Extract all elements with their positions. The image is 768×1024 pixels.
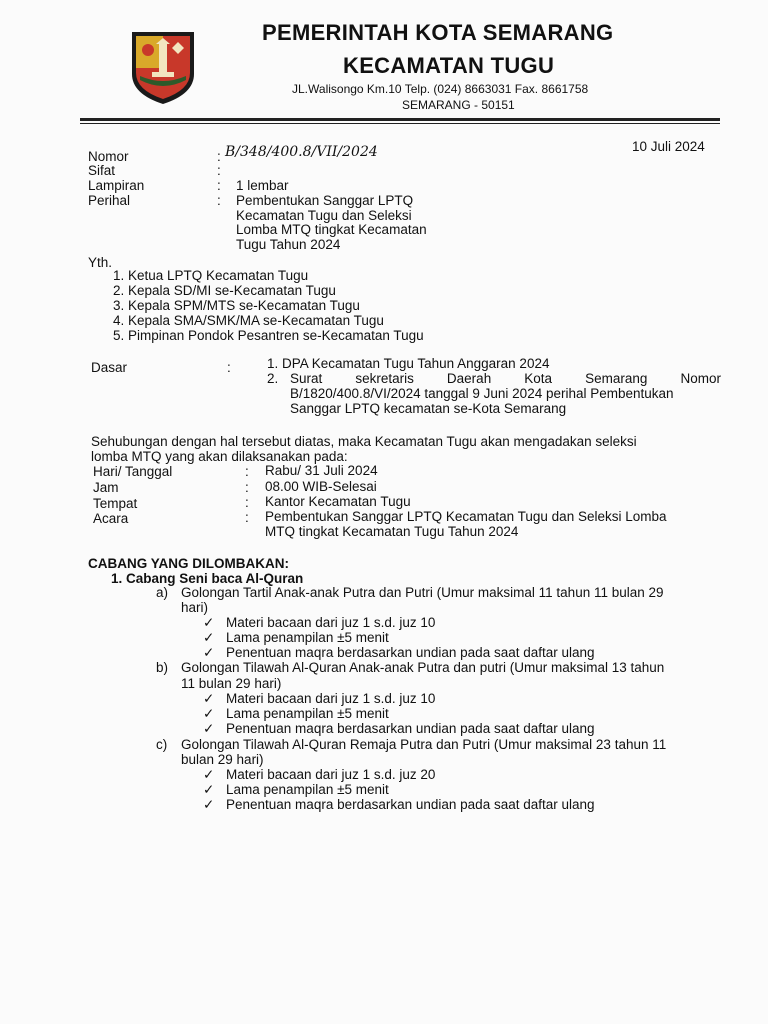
recipient-item: 1. Ketua LPTQ Kecamatan Tugu	[113, 268, 309, 283]
acara-label: Acara	[93, 511, 129, 526]
category-line: bulan 29 hari)	[181, 752, 264, 767]
dasar-word: Surat	[290, 371, 323, 386]
nomor-colon: :	[217, 149, 221, 164]
lampiran-value: 1 lembar	[236, 178, 289, 193]
competition-heading: CABANG YANG DILOMBAKAN:	[88, 556, 290, 571]
dasar-label: Dasar	[91, 360, 128, 375]
sifat-label: Sifat	[88, 163, 116, 178]
competition-branch: 1. Cabang Seni baca Al-Quran	[111, 571, 304, 586]
check-icon: ✓	[203, 706, 215, 721]
category-rule: Lama penampilan ±5 menit	[226, 630, 389, 645]
letter-date: 10 Juli 2024	[632, 139, 705, 154]
category-line: Golongan Tilawah Al-Quran Anak-anak Putra dan putri (Umur maksimal 13 tahun	[181, 660, 665, 675]
dasar-item2-line	[290, 371, 721, 386]
category-rule: Materi bacaan dari juz 1 s.d. juz 10	[226, 691, 436, 706]
office-name: KECAMATAN TUGU	[343, 53, 555, 78]
check-icon: ✓	[203, 691, 215, 706]
category-rule: Penentuan maqra berdasarkan undian pada saat daftar ulang	[226, 645, 595, 660]
category-rule: Materi bacaan dari juz 1 s.d. juz 20	[226, 767, 436, 782]
recipients-label: Yth.	[88, 255, 113, 270]
intro-line: lomba MTQ yang akan dilaksanakan pada:	[91, 449, 348, 464]
category-rule: Lama penampilan ±5 menit	[226, 782, 389, 797]
category-line: Golongan Tartil Anak-anak Putra dan Putri (Umur maksimal 11 tahun 11 bulan 29	[181, 585, 664, 600]
dasar-item-number: 2.	[267, 371, 279, 386]
city-crest-icon	[128, 28, 198, 106]
dasar-word: sekretaris	[355, 371, 414, 386]
perihal-label: Perihal	[88, 193, 131, 208]
recipient-item: 2. Kepala SD/MI se-Kecamatan Tugu	[113, 283, 336, 298]
recipient-item: 3. Kepala SPM/MTS se-Kecamatan Tugu	[113, 298, 360, 313]
tempat-value: Kantor Kecamatan Tugu	[265, 494, 411, 509]
nomor-label: Nomor	[88, 149, 129, 164]
sifat-colon: :	[217, 163, 221, 178]
recipient-item: 5. Pimpinan Pondok Pesantren se-Kecamatan Tugu	[113, 328, 424, 343]
category-rule: Penentuan maqra berdasarkan undian pada saat daftar ulang	[226, 721, 595, 736]
perihal-colon: :	[217, 193, 221, 208]
lampiran-colon: :	[217, 178, 221, 193]
hari-value: Rabu/ 31 Juli 2024	[265, 463, 378, 478]
check-icon: ✓	[203, 721, 215, 736]
category-label: b)	[156, 660, 169, 675]
category-rule: Penentuan maqra berdasarkan undian pada saat daftar ulang	[226, 797, 595, 812]
acara-value-line: MTQ tingkat Kecamatan Tugu Tahun 2024	[265, 524, 519, 539]
jam-label: Jam	[93, 480, 119, 495]
header-rule-thick	[80, 118, 720, 121]
tempat-colon: :	[245, 495, 249, 510]
category-line: Golongan Tilawah Al-Quran Remaja Putra dan Putri (Umur maksimal 23 tahun 11	[181, 737, 667, 752]
check-icon: ✓	[203, 797, 215, 812]
category-label: c)	[156, 737, 168, 752]
hari-colon: :	[245, 464, 249, 479]
lampiran-label: Lampiran	[88, 178, 145, 193]
check-icon: ✓	[203, 782, 215, 797]
acara-value-line: Pembentukan Sanggar LPTQ Kecamatan Tugu dan Seleksi Lomba	[265, 509, 667, 524]
perihal-line: Kecamatan Tugu dan Seleksi	[236, 208, 412, 223]
nomor-value: B/348/400.8/VII/2024	[225, 144, 378, 160]
perihal-line: Tugu Tahun 2024	[236, 237, 341, 252]
check-icon: ✓	[203, 615, 215, 630]
category-line: 11 bulan 29 hari)	[181, 676, 282, 691]
institution-name: PEMERINTAH KOTA SEMARANG	[262, 20, 614, 45]
dasar-word: Nomor	[680, 371, 721, 386]
dasar-item2-line: B/1820/400.8/VI/2024 tanggal 9 Juni 2024 perihal Pembentukan	[290, 386, 674, 401]
hari-label: Hari/ Tanggal	[93, 464, 173, 479]
dasar-colon: :	[227, 360, 231, 375]
intro-line: Sehubungan dengan hal tersebut diatas, maka Kecamatan Tugu akan mengadakan seleksi	[91, 434, 637, 449]
category-label: a)	[156, 585, 169, 600]
check-icon: ✓	[203, 630, 215, 645]
office-city: SEMARANG - 50151	[402, 98, 515, 112]
check-icon: ✓	[203, 767, 215, 782]
acara-colon: :	[245, 510, 249, 525]
category-rule: Lama penampilan ±5 menit	[226, 706, 389, 721]
jam-value: 08.00 WIB-Selesai	[265, 479, 377, 494]
dasar-item: 1. DPA Kecamatan Tugu Tahun Anggaran 2024	[267, 356, 550, 371]
category-line: hari)	[181, 600, 209, 615]
recipient-item: 4. Kepala SMA/SMK/MA se-Kecamatan Tugu	[113, 313, 384, 328]
perihal-line: Pembentukan Sanggar LPTQ	[236, 193, 414, 208]
dasar-word: Semarang	[585, 371, 648, 386]
jam-colon: :	[245, 480, 249, 495]
tempat-label: Tempat	[93, 496, 138, 511]
dasar-item2-line: Sanggar LPTQ kecamatan se-Kota Semarang	[290, 401, 567, 416]
dasar-word: Daerah	[446, 371, 492, 386]
header-rule-thin	[80, 123, 720, 124]
check-icon: ✓	[203, 645, 215, 660]
dasar-word: Kota	[524, 371, 553, 386]
category-rule: Materi bacaan dari juz 1 s.d. juz 10	[226, 615, 436, 630]
perihal-line: Lomba MTQ tingkat Kecamatan	[236, 222, 427, 237]
office-address: JL.Walisongo Km.10 Telp. (024) 8663031 Fax. 8661758	[292, 82, 589, 96]
